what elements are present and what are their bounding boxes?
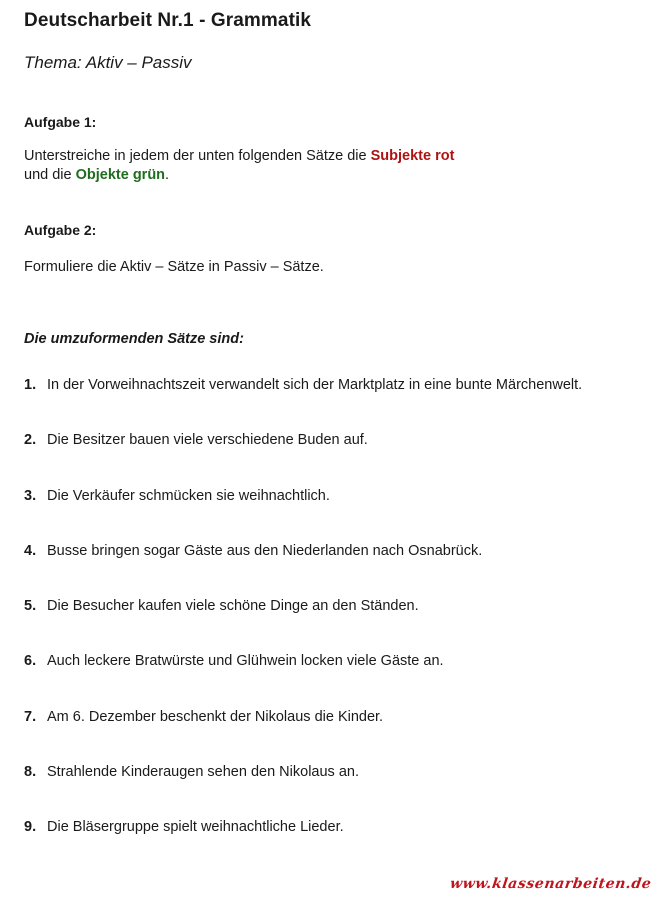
task1-text-before: Unterstreiche in jedem der unten folgenden Sätze die bbox=[24, 148, 371, 164]
task1-text-middle: und die bbox=[24, 167, 76, 183]
item-number: 1. bbox=[24, 377, 37, 393]
item-text: Die Besucher kaufen viele schöne Dinge an den Ständen. bbox=[47, 598, 419, 615]
list-item bbox=[24, 487, 582, 542]
sentences-heading: Die umzuformenden Sätze sind: bbox=[24, 331, 244, 347]
item-text: Am 6. Dezember beschenkt der Nikolaus die Kinder. bbox=[47, 708, 384, 725]
item-number: 7. bbox=[24, 708, 37, 725]
list-item bbox=[24, 376, 582, 431]
item-number: 9. bbox=[24, 819, 37, 836]
item-text: Strahlende Kinderaugen sehen den Nikolaus an. bbox=[47, 764, 359, 781]
task1-heading: Aufgabe 1: bbox=[24, 114, 97, 130]
item-text: Busse bringen sogar Gäste aus den Niederlanden nach Osnabrück. bbox=[47, 542, 483, 559]
list-item bbox=[24, 431, 582, 486]
list-item bbox=[24, 542, 582, 597]
item-number: 8. bbox=[24, 764, 37, 781]
item-text: Die Besitzer bauen viele verschiedene Buden auf. bbox=[47, 432, 368, 449]
list-item bbox=[24, 652, 582, 707]
item-number: 3. bbox=[24, 487, 37, 504]
item-number: 4. bbox=[24, 542, 37, 559]
page-title: Deutscharbeit Nr.1 - Grammatik bbox=[24, 10, 312, 31]
task2-heading: Aufgabe 2: bbox=[24, 222, 97, 238]
objects-green-label: Objekte grün bbox=[75, 167, 166, 183]
page-subtitle: Thema: Aktiv – Passiv bbox=[24, 53, 192, 72]
list-item bbox=[24, 763, 582, 818]
list-item bbox=[24, 818, 582, 873]
item-text: Die Bläsergruppe spielt weihnachtliche Lieder. bbox=[47, 819, 344, 836]
item-text: Auch leckere Bratwürste und Glühwein locken viele Gäste an. bbox=[47, 653, 444, 670]
subjects-red-label: Subjekte rot bbox=[370, 148, 455, 164]
item-number: 2. bbox=[24, 432, 37, 449]
item-number: 5. bbox=[24, 598, 37, 615]
item-number: 6. bbox=[24, 653, 37, 670]
task2-instruction: Formuliere die Aktiv – Sätze in Passiv – Sätze. bbox=[24, 259, 324, 275]
item-text: In der Vorweihnachtszeit verwandelt sich der Marktplatz in eine bunte Märchenwelt. bbox=[47, 377, 583, 393]
task1-text-after: . bbox=[165, 167, 170, 183]
sentence-list bbox=[24, 376, 582, 874]
website-link[interactable]: www.klassenarbeiten.de bbox=[448, 876, 653, 892]
task1-instruction bbox=[24, 147, 454, 185]
list-item bbox=[24, 597, 582, 652]
list-item bbox=[24, 708, 582, 763]
item-text: Die Verkäufer schmücken sie weihnachtlich. bbox=[47, 487, 330, 504]
